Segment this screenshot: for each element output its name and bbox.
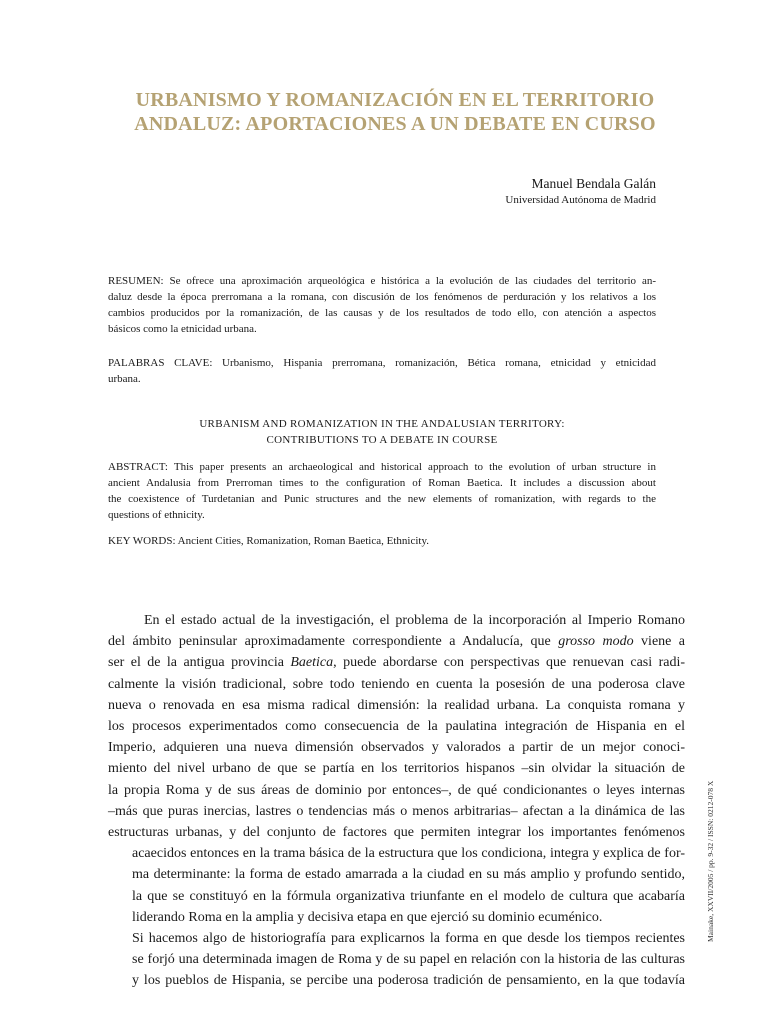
body-line: calmente la visión tradicional, sobre todo teniendo en cuenta la posesión de una poderosa clave	[108, 676, 685, 692]
body-line: ma determinante: la forma de estado amarrada a la ciudad en su más amplio y profundo sentido,	[132, 867, 685, 883]
resumen-line: RESUMEN: Se ofrece una aproximación arqueológica e histórica a la evolución de las ciudades del territorio an-	[108, 275, 656, 287]
body-line: En el estado actual de la investigación, el problema de la incorporación al Imperio Romano	[144, 613, 685, 628]
body-line: los procesos experimentados como consecuencia de la paulatina integración de Hispania en el	[108, 719, 685, 735]
english-title-line-1: URBANISM AND ROMANIZATION IN THE ANDALUSIAN TERRITORY:	[199, 418, 565, 430]
author-name: Manuel Bendala Galán	[531, 176, 656, 191]
body-fragment: viene a	[633, 634, 686, 650]
body-fragment: ser el de la antigua provincia	[108, 655, 291, 671]
body-line: nueva o renovada en esa misma radical dimensión: la realidad urbana. La conquista romana y	[108, 697, 685, 713]
resumen	[108, 273, 656, 337]
abstract-line: ABSTRACT: This paper presents an archaeological and historical approach to the evolution of urban structure in	[108, 461, 656, 473]
title-line-2: ANDALUZ: APORTACIONES A UN DEBATE EN CURSO	[134, 113, 656, 135]
body-line: y los pueblos de Hispania, se percibe una poderosa tradición de pensamiento, en la que todavía	[132, 973, 685, 989]
palabras-clave-line: PALABRAS CLAVE: Urbanismo, Hispania prerromana, romanización, Bética romana, etnicidad y etnicidad	[108, 357, 656, 369]
body-line: acaecidos entonces en la trama básica de la estructura que los condiciona, integra y explica de for-	[132, 846, 685, 862]
abstract-line: the coexistence of Turdetanian and Punic structures and the new elements of romanization, with regards to the	[108, 493, 656, 505]
body-line: liderando Roma en la amplia y decisiva etapa en que ejerció su dominio ecuménico.	[132, 909, 603, 925]
english-title-line-2: CONTRIBUTIONS TO A DEBATE IN COURSE	[266, 434, 498, 446]
body-line: –más que puras inercias, lastres o tendencias más o menos arbitrarias– afectan a la dinámica de las	[108, 803, 685, 819]
body-line: estructuras urbanas, y del conjunto de factores que permiten integrar los importantes fenómenos	[108, 825, 685, 841]
resumen-line: cambios producidos por la romanización, de las causas y de los resultados de todo ello, con atención a aspectos	[108, 307, 656, 319]
body-line: Imperio, adquieren una nueva dimensión observados y valorados a partir de un mejor conoci-	[108, 740, 685, 756]
body-line	[108, 652, 685, 673]
english-title	[108, 416, 656, 448]
resumen-line: daluz desde la época prerromana a la romana, con discusión de los fenómenos de perduración y los relativos a los	[108, 291, 656, 303]
italic-term: grosso modo	[558, 634, 634, 650]
key-words-line: KEY WORDS: Ancient Cities, Romanization, Roman Baetica, Ethnicity.	[108, 535, 429, 547]
body-line: la que se constituyó en la fórmula organizativa triunfante en el modelo de cultura que acabaría	[132, 888, 685, 904]
body-line: miento del nivel urbano de que se partía en los territorios hispanos –sin olvidar la situación de	[108, 761, 685, 777]
resumen-line: básicos como la etnicidad urbana.	[108, 323, 257, 335]
body-line: la propia Roma y de sus áreas de dominio por entonces–, de qué condicionantes o leyes internas	[108, 782, 685, 798]
palabras-clave	[108, 355, 656, 387]
article-title	[100, 88, 690, 136]
italic-term: Baetica	[290, 655, 334, 671]
body-text	[108, 610, 685, 992]
body-fragment: , puede abordarse con perspectivas que renuevan casi radi-	[333, 655, 685, 671]
abstract-line: questions of ethnicity.	[108, 509, 205, 521]
author-affiliation: Universidad Autónoma de Madrid	[505, 194, 656, 206]
abstract	[108, 459, 656, 523]
abstract-line: ancient Andalusia from Prerroman times to the configuration of Roman Baetica. It includes a discussion about	[108, 477, 656, 489]
palabras-clave-line: urbana.	[108, 373, 141, 385]
journal-reference: Mainake, XXVII/2005 / pp. 9-32 / ISSN: 0212-078 X	[706, 780, 715, 942]
body-line: Si hacemos algo de historiografía para explicarnos la forma en que desde los tiempos recientes	[132, 931, 685, 947]
body-line	[108, 631, 685, 652]
body-fragment: del ámbito peninsular aproximadamente correspondiente a Andalucía, que	[108, 634, 559, 650]
key-words	[108, 533, 656, 549]
title-line-1: URBANISMO Y ROMANIZACIÓN EN EL TERRITORIO	[135, 89, 655, 111]
body-line: se forjó una determinada imagen de Roma y de su papel en relación con la historia de las culturas	[132, 952, 685, 968]
